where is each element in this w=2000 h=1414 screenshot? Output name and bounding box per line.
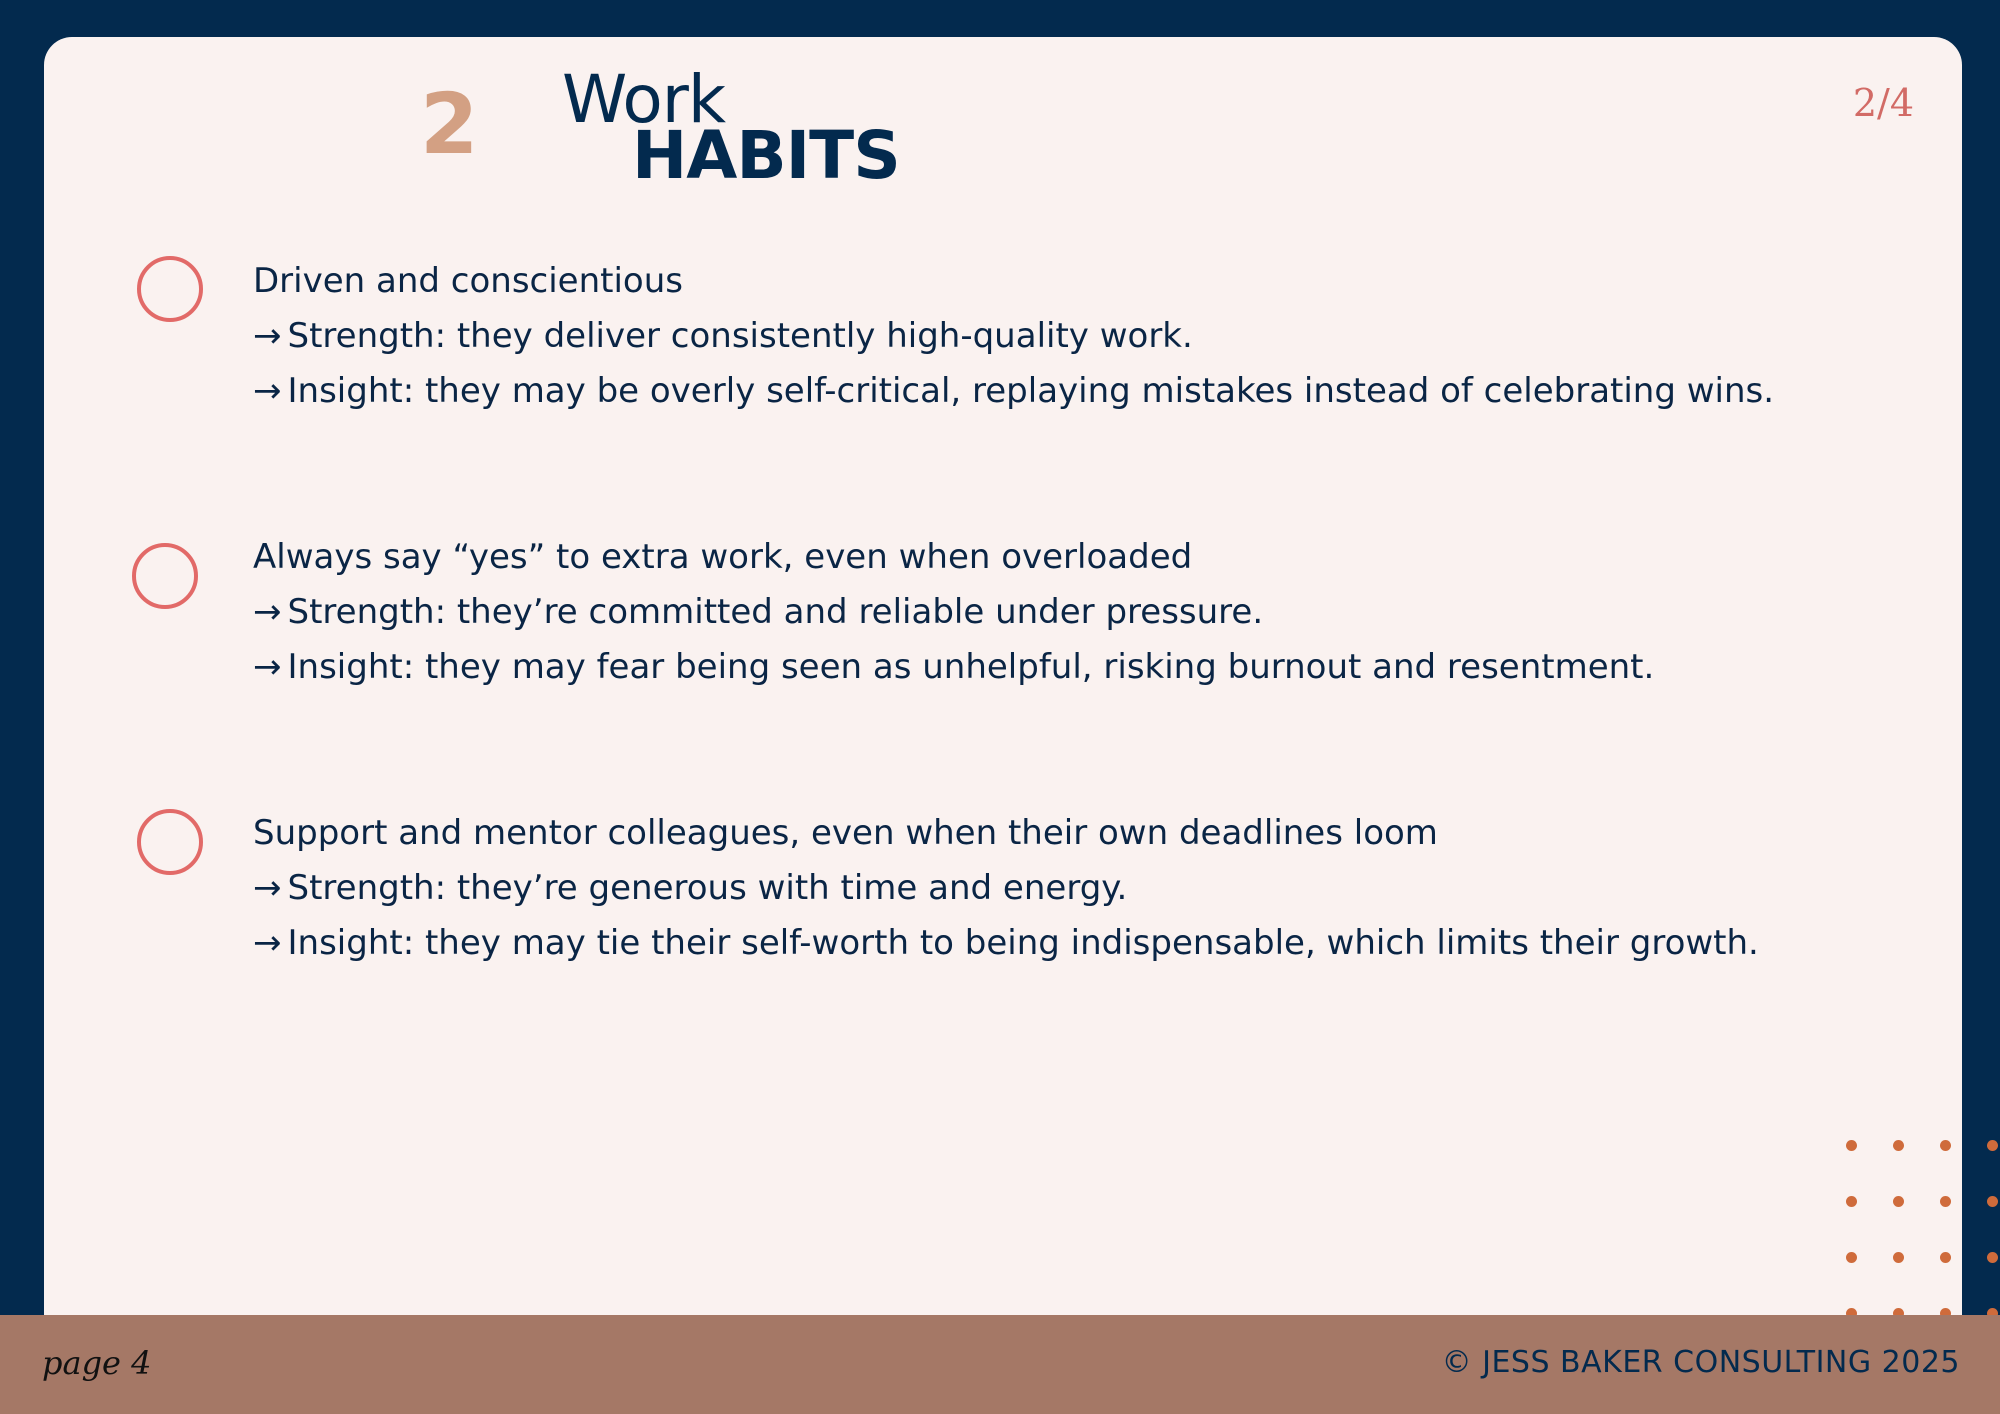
habit-strength-text: Strength: they’re committed and reliable under pressure. (287, 592, 1264, 632)
decorative-dot-grid (1846, 1140, 2000, 1324)
circle-icon (137, 256, 203, 322)
footer-copyright: © JESS BAKER CONSULTING 2025 (1441, 1345, 1960, 1380)
habit-heading: Driven and conscientious (253, 261, 683, 301)
habit-strength-text: Strength: they’re generous with time and energy. (287, 868, 1128, 908)
circle-icon (132, 543, 198, 609)
arrow-icon: → (253, 868, 282, 908)
circle-icon (137, 809, 203, 875)
dot (1846, 1140, 1857, 1151)
footer-bar (0, 1315, 2000, 1414)
dot (1893, 1140, 1904, 1151)
dot (1846, 1252, 1857, 1263)
habit-insight-text: Insight: they may fear being seen as unhelpful, risking burnout and resentment. (287, 647, 1655, 687)
habit-insight (253, 916, 1913, 971)
habit-strength (253, 309, 1913, 364)
arrow-icon: → (253, 647, 282, 687)
habit-text (253, 530, 1913, 695)
habit-strength-text: Strength: they deliver consistently high-quality work. (287, 316, 1193, 356)
arrow-icon: → (253, 592, 282, 632)
footer-page-label: page 4 (42, 1344, 152, 1382)
dot (1940, 1252, 1951, 1263)
title-line-work: Work (562, 61, 726, 138)
arrow-icon: → (253, 316, 282, 356)
arrow-icon: → (253, 923, 282, 963)
habit-heading: Support and mentor colleagues, even when their own deadlines loom (253, 813, 1438, 853)
habit-strength (253, 585, 1913, 640)
habit-text (253, 806, 1913, 971)
habit-strength (253, 861, 1913, 916)
page-counter: 2/4 (1852, 81, 1914, 125)
arrow-icon: → (253, 371, 282, 411)
habit-insight (253, 364, 1913, 419)
section-number: 2 (420, 75, 479, 173)
habit-text (253, 254, 1913, 419)
dot (1987, 1196, 1998, 1207)
dot (1940, 1140, 1951, 1151)
dot (1846, 1196, 1857, 1207)
dot (1893, 1252, 1904, 1263)
habit-insight (253, 640, 1913, 695)
habit-insight-text: Insight: they may tie their self-worth to being indispensable, which limits their growth. (287, 923, 1759, 963)
content-card (44, 37, 1962, 1377)
title-line-habits: HABITS (632, 117, 900, 194)
dot (1987, 1140, 1998, 1151)
dot (1940, 1196, 1951, 1207)
habit-insight-text: Insight: they may be overly self-critical, replaying mistakes instead of celebrating wins. (287, 371, 1775, 411)
habit-heading: Always say “yes” to extra work, even when overloaded (253, 537, 1193, 577)
dot (1987, 1252, 1998, 1263)
dot (1893, 1196, 1904, 1207)
